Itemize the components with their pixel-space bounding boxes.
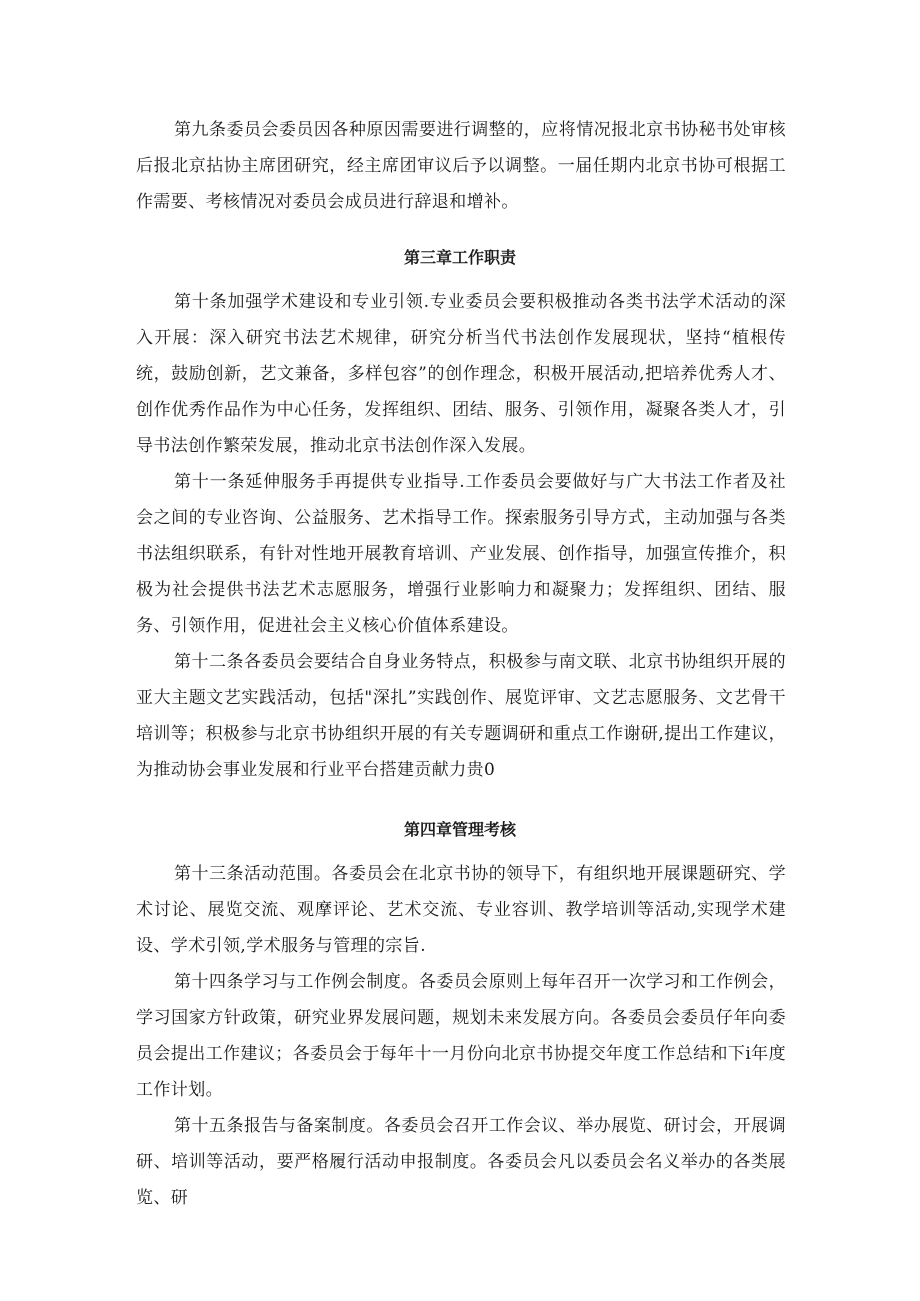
article-10-paragraph: 第十条加强学术建设和专业引领.专业委员会要积极推动各类书法学术活动的深入开展：深入研究书法艺术规律，研究分析当代书法创作发展现状，坚持“植根传统，鼓励创新，艺文兼备，多样包容”的创作理念，积极开展活动,把培养优秀人才、创作优秀作品作为中心任务，发挥组织、团结、服务、引领作用，凝聚各类人才，引导书法创作繁荣发展，推动北京书法创作深入发展。 — [136, 292, 786, 456]
article-14-paragraph: 第十四条学习与工作例会制度。各委员会原则上每年召开一次学习和工作例会，学习国家方针政策，研究业界发展问题，规划未来发展方向。各委员会委员仔年向委员会提出工作建议；各委员会于每年十一月份向北京书协提交年度工作总结和下i年度工作计划。 — [136, 972, 786, 1100]
article-12-paragraph: 第十二条各委员会要结合自身业务特点，积极参与南文联、北京书协组织开展的亚大主题文艺实践活动，包括"深扎”实践创作、展览评审、文艺志愿服务、文艺骨干培训等；积极参与北京书协组织开展的有关专题调研和重点工作谢研,提出工作建议，为推动协会事业发展和行业平台搭建贡献力贵0 — [136, 652, 786, 780]
chapter-3-heading: 第三章工作职责 — [403, 248, 516, 267]
article-11-paragraph: 第十一条延伸服务手再提供专业指导.工作委员会要做好与广大书法工作者及社会之间的专业咨询、公益服务、艺术指导工作。探索服务引导方式，主动加强与各类书法组织联系，有针对性地开展教育培训、产业发展、创作指导，加强宣传推介，积极为社会提供书法艺术志愿服务，增强行业影响力和凝聚力；发挥组织、团结、服务、引领作用，促进社会主义核心价值体系建设。 — [136, 472, 786, 636]
article-9-paragraph: 第九条委员会委员因各种原因需要进行调整的，应将情况报北京书协秘书处审核后报北京拈协主席团研究，经主席团审议后予以调整。一届任期内北京书协可根据工作需要、考核情况对委员会成员进行辞退和增补。 — [136, 120, 786, 212]
article-15-paragraph: 第十五条报告与备案制度。各委员会召开工作会议、举办展览、研讨会，开展调研、培训等活动，要严格履行活动申报制度。各委员会凡以委员会名义举办的各类展览、研 — [136, 1116, 786, 1208]
chapter-4-heading: 第四章管理考核 — [403, 820, 516, 839]
article-13-paragraph: 第十三条活动范围。各委员会在北京书协的领导下，有组织地开展课题研究、学术讨论、展览交流、观摩评论、艺术交流、专业容训、教学培训等活动,实现学术建设、学术引领,学术服务与管理的宗旨. — [136, 864, 786, 956]
